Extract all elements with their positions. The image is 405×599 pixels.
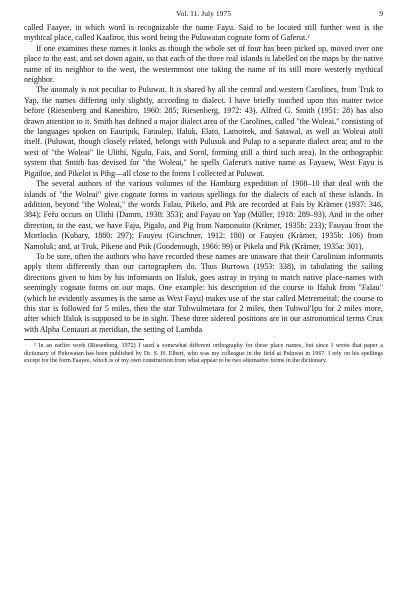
- running-title: Vol. 11. July 1975: [175, 9, 232, 18]
- footnote: ² In an earlier work (Riesenberg, 1972) I used a somewhat different orthography for these place names, but since I wrote that paper a dictionary of Puluwatan has been published by Dr. S. H. Elbert, who was my colleague in the field at Puluwat in 1967. I rely on his spellings except for the form Faayee, which is of my own construction from what appear to be two alternative forms in the dictionary.: [24, 343, 383, 365]
- paragraph-4: The several authors of the various volumes of the Hamburg expedition of 1908–10 that deal with the islands of "the Woleai" give cognate forms in various spellings for the dialects of each of these islands. In addition, beyond "the Woleai," the words Falau, Pikelo, and Pik are recorded at Fais by Krämer (1937: 346, 384); Fefu occurs on Ulithi (Damm, 1938: 353); and Fayau on Yap (Müller, 1918: 289–93). And in the other direction, to the east, we have Faju, Pigalo, and Pig from Namonuito (Krämer, 1935b: 233); Fauyau from the Mortlocks (Kubary, 1880: 297); Fauyeu (Girschner, 1912: 180) or Fauyeu (Krämer, 1935b: 106) from Namoluk; and, at Truk, Pikene and Piik (Goodenough, 1966: 99) or Pikela and Pik (Krämer, 1935a: 301).: [24, 179, 383, 251]
- paragraph-1: called Faayee, in which word is recognizable the name Fayu. Said to be located still further west is the mythical place, called Kaafiror, this word being the Puluwatan cognate form of Gaferut.²: [24, 23, 383, 43]
- page-number: 9: [379, 9, 383, 18]
- paragraph-2: If one examines these names it looks as though the whole set of four has been picked up, moved over one place to the east, and set down again, so that each of the three real islands is labelled on the maps by the native name of its neighbor to the west, the westernmost one taking the name of its still more westerly mythical neighbor.: [24, 43, 383, 85]
- footnote-divider: [24, 339, 144, 340]
- paragraph-5: To be sure, often the authors who have recorded these names are unaware that their Carolinian informants apply them differently than our cartographers do. Thus Burrows (1953: 338), in tabulating the sailing directions given to him by his informants on Ifaluk, goes astray in trying to match native place-names with seemingly cognate forms on our maps. One example: his description of the course to Ifaluk from "Falau" (which he evidently assumes is the same as West Fayu) makes use of the star called Metremeital; the course to this star is followed for 5 miles, then the star Tubwulmetara for 2 miles, then Tubwul'Ipu for 2 miles more, after which Ifaluk is supposed to be in sight. These three sidereal positions are in our astronomical terms Crux with Alpha Centauri at meridian, the setting of Lambda: [24, 251, 383, 334]
- article-body: [24, 23, 383, 335]
- paragraph-3: The anomaly is not peculiar to Puluwat. It is shared by all the central and western Carolines, from Truk to Yap, the names differing only slightly, according to dialect. I have briefly touched upon this matter twice before (Riesenberg and Kaneshiro, 1960: 285; Riesenberg, 1972: 43). Alfred G. Smith (1951: 28) has also drawn attention to it. Smith has defined a major dialect area of the Carolines, called "the Woleai," consisting of the languages spoken on Eauripik, Faraulep, Ifaluk, Elato, Lamotrek, and Satawal, as well as Woleai atoll itself. (Puluwat, though closely related, belongs with Pulusuk and Pulap to a separate dialect area; and to the west of "the Woleai" lie Ulithi, Ngulu, Fais, and Sorol, forming still a third such area). In the orthographic system that Smith has devised for "the Woleai," he spells Gaferut's native name as Fayaew, West Fayu is Pigailoe, and Pikelot is Pihg—all close to the forms I collected at Puluwat.: [24, 85, 383, 178]
- page-header: [24, 8, 383, 22]
